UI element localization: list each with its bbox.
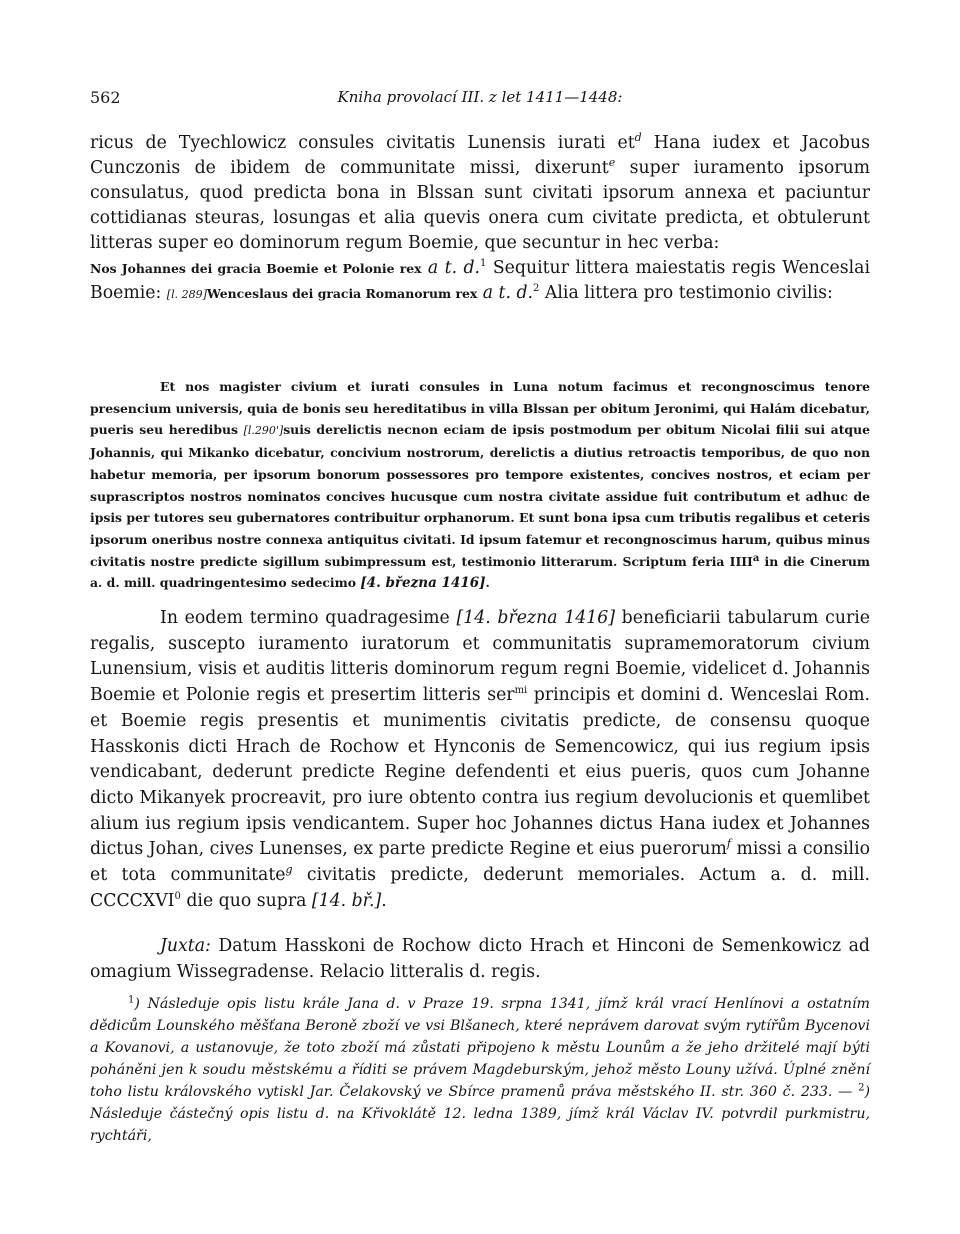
main-text-4: Lunenses, ex parte predicte Regine et eius puerorum (253, 839, 727, 860)
main-text-5: missi a consilio et tota communitate (90, 839, 870, 886)
intro-text-3: super iuramento ipsorum consulatus, quod predicta bona in Blssan sunt civitati ipsorum annexa et paciuntur cottidianas steuras, losungas et alia quevis onera cum civitate predicta, et obtulerunt litteras super eo dominorum regum Boemie, que secuntur in hec verba: (90, 158, 870, 253)
main-sup-o: 0 (174, 890, 181, 902)
intro-text-1: ricus de Tyechlowicz consules civitatis Lunensis iurati et (90, 133, 635, 153)
charter-text-3: in die Cinerum a. d. mill. quadringentesimo sedecimo (90, 553, 870, 591)
incipit-johannes: Nos Johannes dei gracia Boemie et Polonie rex (90, 261, 422, 276)
main-text-3: principis et domini d. Wenceslai Rom. et Boemie regis presentis et munimentis civitatis predicte, de consensu quoque Hasskonis dicti Hrach de Rochow et Hynconis de Semencowicz, qui ius regium ipsis vendicabant, dederunt predicte Regine defendenti et eius pueris, quos cum Johanne dicto Mikanyek procreavit, pro iure obtento contra ius regium devolucionis et quemlibet alium ius regium ipsis vendicantem. Super hoc Johannes dictus Hana iudex et Johannes dictus Johan, cive (90, 685, 870, 860)
footnote-2: ) Následuje částečný opis listu d. na Křivoklátě 12. ledna 1389, jímž král Václav IV. potvrdil purkmistru, rychtáři, (90, 1084, 870, 1144)
juxta-paragraph (90, 934, 870, 985)
main-sup-mi: mi (514, 685, 528, 697)
page-number: 562 (90, 88, 121, 107)
main-text-2: beneficiarii tabularum curie regalis, suscepto iuramento iuratorum et communitatis supramemoratorum civium Lunensium, visis et auditis litteris dominorum regum regni Boemie, videlicet d. Johannis Boemie et Polonie regis et presertim litteris ser (90, 608, 870, 706)
cives-s: s (244, 839, 254, 860)
footnote-ref-1: 1 (480, 258, 487, 270)
folio-ref-290: [l.290'] (243, 424, 284, 438)
main-text-1: In eodem termino quadragesime (160, 608, 457, 628)
intro-paragraph (90, 131, 870, 307)
page-header (90, 88, 870, 112)
main-end: . (381, 890, 387, 911)
main-paragraph (90, 606, 870, 914)
sequitur-text: Sequitur littera maiestatis regis Wenceslai Boemie: (90, 258, 870, 303)
incipit-wenceslaus: Wenceslaus dei gracia Romanorum rex (206, 286, 478, 301)
alia-text: Alia littera pro testimonio civilis: (539, 283, 833, 303)
charter-text (90, 376, 870, 595)
main-date-2: [14. bř.] (311, 890, 382, 911)
charter-text-1: Et nos magister civium et iurati consules in Luna notum facimus et recongnoscimus tenore presencium universis, quia de bonis seu hereditatibus in villa Blssan per obitum Jeronimi, qui Halám dicebatur, pueris seu heredibus (90, 379, 870, 438)
charter-date: [4. března 1416] (360, 575, 486, 592)
main-text-7: die quo supra (180, 890, 312, 911)
intro-text-2: Hana iudex et Jacobus Cunczonis de ibidem de communitate missi, dixerunt (90, 133, 870, 178)
footnotes (90, 993, 870, 1147)
footnote-1: ) Následuje opis listu krále Jana d. v Praze 19. srpna 1341, jímž král vrací Henlínovi a ostatním dědicům Lounského měšťana Beroně zboží ve vsi Blšanech, které neprávem darovat svým rytířům Bycenovi a Kovanovi, a ustanovuje, že toto zboží má zůstati připojeno k městu Lounům a že jeho držitelé mají býti poháněni jen k soudu městskému a říditi se právem Magdeburským, jehož město Louny užívá. Úplné znění toho listu královského vytiskl Jar. Čelakovský ve Sbírce pramenů práva městského II. str. 360 č. 233. — (90, 996, 870, 1100)
charter-text-2: suis derelictis necnon eciam de ipsis postmodum per obitum Nicolai filii sui atque Johannis, qui Mikanko dicebatur, concivium nostrorum, derelictis a diutius retroactis temporibus, de quo non habetur memoria, per ipsorum bonorum possessores pro tempore existentes, concives nostros, et eciam per suprascriptos nostros nominatos concives hucusque cum nostra civitate assidue fuit contributum et adhuc de ipsis per tutores seu gubernatores contribuitur orphanorum. Et sunt bona ipsa cum tributis regalibus et ceteris ipsorum oneribus nostre connexa antiquitus civitati. Id ipsum fatemur et recongnoscimus harum, quibus minus civitatis nostre predicte sigillum subimpressum est, testimonio litterarum. Scriptum feria IIII (90, 422, 870, 569)
sigla-e: e (608, 156, 616, 170)
atd-1: a t. d. (427, 258, 481, 278)
sigla-f: f (726, 837, 731, 851)
charter-end: . (485, 575, 490, 591)
juxta-label: Juxta: (160, 936, 211, 956)
atd-2: a t. d. (482, 283, 534, 303)
juxta-text: Datum Hasskoni de Rochow dicto Hrach et Hinconi de Semenkowicz ad omagium Wissegradense. Relacio litteralis d. regis. (90, 936, 870, 982)
running-title: Kniha provolací III. z let 1411—1448: (337, 88, 623, 106)
main-date-1: [14. března 1416] (456, 608, 615, 628)
footnote-mark-1: 1 (128, 994, 135, 1006)
main-text-6: civitatis predicte, dederunt memoriales. Actum a. d. mill. CCCCXVI (90, 865, 870, 911)
footnote-ref-2: 2 (533, 283, 540, 295)
sigla-g: g (285, 863, 293, 877)
folio-ref-289: [l. 289] (166, 288, 207, 301)
sigla-d: d (634, 131, 642, 145)
charter-sup-a: a (752, 552, 760, 564)
footnote-mark-2: 2 (858, 1082, 865, 1094)
